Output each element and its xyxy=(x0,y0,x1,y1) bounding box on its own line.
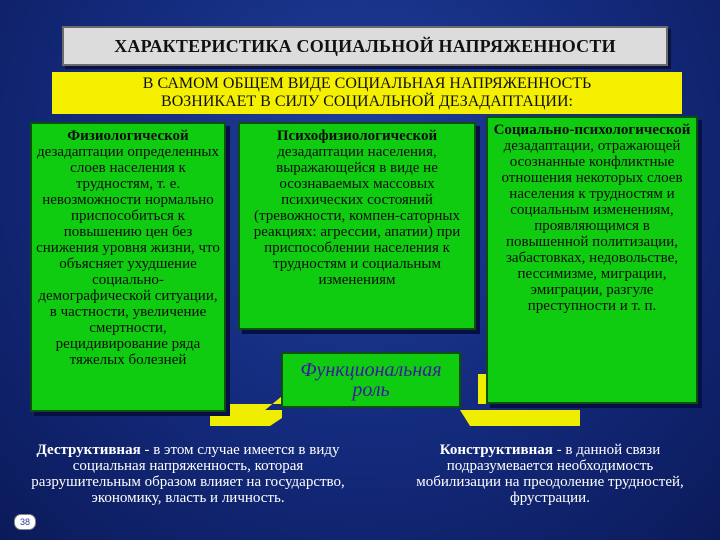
functional-role-line-2: роль xyxy=(352,379,390,401)
slide-title: ХАРАКТЕРИСТИКА СОЦИАЛЬНОЙ НАПРЯЖЕННОСТИ xyxy=(62,26,668,66)
psychophysiological-heading: Психофизиологической xyxy=(276,128,438,144)
subtitle-line-2: ВОЗНИКАЕТ В СИЛУ СОЦИАЛЬНОЙ ДЕЗАДАПТАЦИИ: xyxy=(161,93,573,110)
constructive-label: Конструктивная xyxy=(439,442,553,458)
subtitle-line-1: В САМОМ ОБЩЕМ ВИДЕ СОЦИАЛЬНАЯ НАПРЯЖЕННОСТЬ xyxy=(142,75,592,92)
constructive-text: - в данной связи подразумевается необходимость мобилизации на преодоление трудностей, фрустрации. xyxy=(416,442,684,506)
constructive-description xyxy=(410,442,690,506)
physiological-text: дезадаптации определенных слоев населения к трудностям, т. е. невозможности нормально приспособиться к повышению цен без снижения уровня жизни, что объясняет ухудшение социально-демографической ситуации, в частности, увеличение смертности, рецидивирование ряда тяжелых болезней xyxy=(36,144,220,368)
sociopsychological-heading: Социально-психологической xyxy=(493,122,691,138)
sociopsychological-box xyxy=(486,116,698,404)
physiological-box xyxy=(30,122,226,412)
psychophysiological-box xyxy=(238,122,476,330)
functional-role-box xyxy=(281,352,461,408)
sociopsychological-text: дезадаптации, отражающей осознанные конфликтные отношения некоторых слоев населения к трудностям и социальным изменениям, проявляющимся в повышенной политизации, забастовках, недовольстве, пессимизме, миграции, эмиграции, разгуле преступности и т. п. xyxy=(501,138,683,314)
psychophysiological-text: дезадаптации населения, выражающейся в виде не осознаваемых массовых психических состояний (тревожности, компен-саторных реакциях: агрессии, апатии) при приспособлении населения к трудностям и социальным изменениям xyxy=(253,144,461,288)
physiological-heading: Физиологической xyxy=(67,128,189,144)
destructive-label: Деструктивная xyxy=(36,442,141,458)
arrow-left-lower xyxy=(210,410,282,426)
destructive-text: - в этом случае имеется в виду социальная напряженность, которая разрушительным образом влияет на государство, экономику, власть и личность. xyxy=(31,442,345,506)
destructive-description xyxy=(30,442,346,506)
arrow-right-lower xyxy=(460,410,580,426)
functional-role-line-1: Функциональная xyxy=(300,359,442,381)
page-number: 38 xyxy=(14,514,36,530)
